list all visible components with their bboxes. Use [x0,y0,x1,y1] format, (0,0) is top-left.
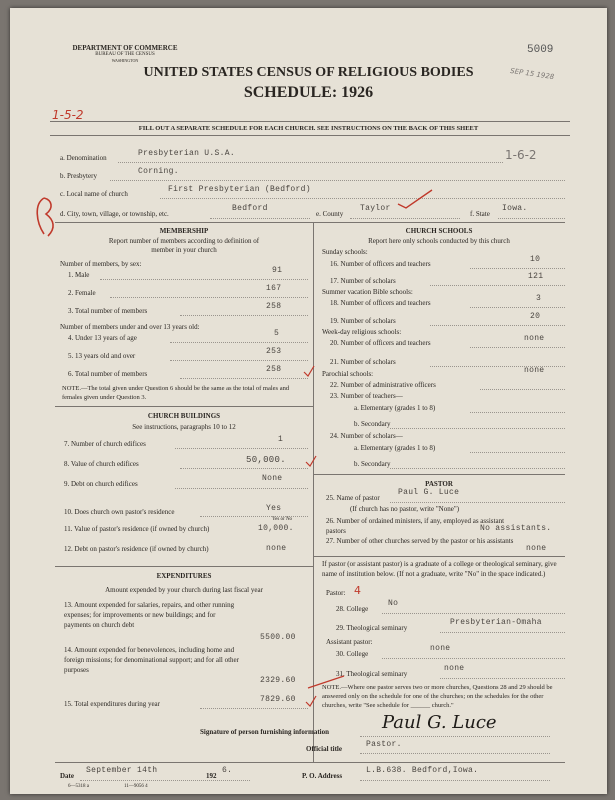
presbytery-label: b. Presbytery [60,172,97,180]
official-title-value[interactable]: Pastor. [366,740,402,749]
date-value[interactable]: September 14th [86,766,158,775]
q30-label: 30. College [336,650,369,658]
q18-value[interactable]: 3 [536,294,542,303]
q22-value[interactable]: none [524,366,545,375]
red-check-q15-icon [304,694,318,708]
q9-label: 9. Debt on church edifices [64,480,138,488]
q14-value[interactable]: 2329.60 [260,676,296,685]
q27-value[interactable]: none [526,544,547,553]
pencil-code-right: 1-6-2 [505,148,537,162]
buildings-sub: See instructions, paragraphs 10 to 12 [132,423,236,431]
vacation-label: Summer vacation Bible schools: [322,288,413,296]
membership-intro: Report number of members according to definition of [108,237,260,245]
city-value[interactable]: Bedford [232,204,268,213]
q27-label: 27. Number of other churches served by the pastor or his assistants [326,537,514,545]
q13-value[interactable]: 5500.00 [260,633,296,642]
q11-label: 11. Value of pastor's residence (if owned by church) [64,525,210,533]
q7-label: 7. Number of church edifices [64,440,146,448]
q20-value[interactable]: none [524,334,545,343]
date-label: Date [60,772,74,780]
q2-value[interactable]: 167 [266,284,282,293]
membership-heading: MEMBERSHIP [159,227,209,235]
stamp-number: 5009 [527,44,554,56]
q4-value[interactable]: 5 [274,329,280,338]
schools-sub: Report here only schools conducted by this church [368,237,510,245]
schools-heading: CHURCH SCHOOLS [405,227,473,235]
q3-value[interactable]: 258 [266,302,282,311]
q10-hint: Yes or No [272,517,293,522]
q17-label: 17. Number of scholars [330,277,396,285]
q5-value[interactable]: 253 [266,347,282,356]
q6-label: 6. Total number of members [68,370,148,378]
q25-value[interactable]: Paul G. Luce [398,488,460,497]
q29-value[interactable]: Presbyterian-Omaha [450,618,542,627]
census-schedule-page [10,8,607,794]
local-name-label: c. Local name of church [60,190,128,198]
buildings-heading: CHURCH BUILDINGS [147,412,221,420]
q13-label: 13. Amount expended for salaries, repairs, and other running expenses; for improvements or new buildings; and for payments on church debt [64,601,235,629]
q7-value[interactable]: 1 [278,435,284,444]
red-check-mark-icon [396,188,436,212]
bureau-city: WASHINGTON [111,58,139,63]
denomination-value[interactable]: Presbyterian U.S.A. [138,149,235,158]
pastor-note: NOTE.—Where one pastor serves two or more churches, Questions 28 and 29 should be answered only on the schedule for one of the churches; on the schedules for the other churches, write "See schedule for ______ church." [322,684,553,709]
bureau-name: BUREAU OF THE CENSUS [95,52,155,57]
assistant-pastor-label: Assistant pastor: [326,638,373,646]
red-pencil-stroke-icon [306,674,346,690]
q28-value[interactable]: No [388,599,399,608]
red-4-mark: 4 [354,584,361,597]
po-address-value[interactable]: L.B.638. Bedford,Iowa. [366,766,479,775]
q6-value[interactable]: 258 [266,365,282,374]
pencil-code-left: 1-5-2 [52,108,84,122]
city-label: d. City, town, village, or township, etc. [60,210,169,218]
presbytery-value[interactable]: Corning. [138,167,179,176]
q25-hint: (If church has no pastor, write "None") [350,505,460,513]
q24a-label: a. Elementary (grades 1 to 8) [354,444,436,452]
q11-value[interactable]: 10,000. [258,524,294,533]
q8-label: 8. Value of church edifices [64,460,139,468]
q21-label: 21. Number of scholars [330,358,396,366]
official-title-label: Official title [306,745,342,753]
red-check-q6-icon [302,364,316,378]
state-value[interactable]: Iowa. [502,204,528,213]
q12-value[interactable]: none [266,544,287,553]
q9-value[interactable]: None [262,474,283,483]
dept-name: DEPARTMENT OF COMMERCE [72,44,178,52]
stamp-date: SEP 15 1928 [509,66,555,82]
q19-label: 19. Number of scholars [330,317,396,325]
q16-value[interactable]: 10 [530,255,541,264]
po-address-label: P. O. Address [302,772,343,780]
q2-label: 2. Female [68,289,96,297]
header-rule-top [50,121,570,122]
instruction-line: FILL OUT A SEPARATE SCHEDULE FOR EACH CHURCH. SEE INSTRUCTIONS ON THE BACK OF THIS SHEET [138,125,479,132]
q22-label: 22. Number of administrative officers [330,381,436,389]
q14-label: 14. Amount expended for benevolences, including home and foreign missions; for denominational support; and for all other purposes [64,646,239,674]
q31-value[interactable]: none [444,664,465,673]
red-check-q8-icon [304,454,318,468]
weekday-label: Week-day religious schools: [322,328,402,336]
denomination-label: a. Denomination [60,154,107,162]
parochial-label: Parochial schools: [322,370,374,378]
local-name-value[interactable]: First Presbyterian (Bedford) [168,185,311,194]
members-by-sex-label: Number of members, by sex: [60,260,142,268]
header-rule-bottom [50,135,570,136]
q20-label: 20. Number of officers and teachers [330,339,431,347]
form-title: UNITED STATES CENSUS OF RELIGIOUS BODIES [143,65,474,80]
signature[interactable]: Paul G. Luce [382,712,497,733]
age-header-label: Number of members under and over 13 years old: [60,323,200,331]
q24b-label: b. Secondary [354,460,391,468]
q23-label: 23. Number of teachers— [330,392,403,400]
q23a-label: a. Elementary (grades 1 to 8) [354,404,436,412]
q10-label: 10. Does church own pastor's residence [64,508,175,516]
q5-label: 5. 13 years old and over [68,352,136,360]
q15-value[interactable]: 7829.60 [260,695,296,704]
year-prefix: 192 [206,772,217,780]
q24-label: 24. Number of scholars— [330,432,403,440]
print-number: 11—9056 4 [124,784,148,789]
q23b-label: b. Secondary [354,420,391,428]
form-number: 6—5318 a [68,784,89,789]
q26-label: 26. Number of ordained ministers, if any, employed as assistant pastors [326,517,505,535]
county-value[interactable]: Taylor [360,204,391,213]
q30-value[interactable]: none [430,644,451,653]
q28-label: 28. College [336,605,369,613]
expenditures-sub: Amount expended by your church during last fiscal year [105,586,263,594]
q3-label: 3. Total number of members [68,307,148,315]
q15-label: 15. Total expenditures during year [64,700,160,708]
schedule-title: SCHEDULE: 1926 [243,84,374,101]
year-suffix[interactable]: 6. [222,766,233,775]
pastor-heading: PASTOR [425,480,453,488]
membership-note: NOTE.—The total given under Question 6 should be the same as the total of males and females given under Question 3. [62,385,290,401]
q1-label: 1. Male [68,271,90,279]
pastor-instructions: If pastor (or assistant pastor) is a graduate of a college or theological seminary, give name of institution below. (If not a graduate, write "No" in the space indicated.) [322,560,557,578]
q26-value[interactable]: No assistants. [480,524,552,533]
sunday-label: Sunday schools: [322,248,368,256]
pastor-sub-label: Pastor: [326,589,346,597]
q17-value[interactable]: 121 [528,272,544,281]
q1-value[interactable]: 91 [272,266,283,275]
membership-intro-2: member in your church [151,246,217,254]
q25-label: 25. Name of pastor [326,494,380,502]
state-label: f. State [470,210,490,218]
q16-label: 16. Number of officers and teachers [330,260,431,268]
q31-label: 31. Theological seminary [336,670,408,678]
q29-label: 29. Theological seminary [336,624,408,632]
q19-value[interactable]: 20 [530,312,541,321]
q18-label: 18. Number of officers and teachers [330,299,431,307]
signature-label: Signature of person furnishing information [200,728,329,736]
q4-label: 4. Under 13 years of age [68,334,137,342]
q10-value[interactable]: Yes [266,504,282,513]
q12-label: 12. Debt on pastor's residence (if owned by church) [64,545,209,553]
q8-value[interactable]: 50,000. [246,455,286,465]
county-label: e. County [316,210,344,218]
expenditures-heading: EXPENDITURES [156,572,212,580]
